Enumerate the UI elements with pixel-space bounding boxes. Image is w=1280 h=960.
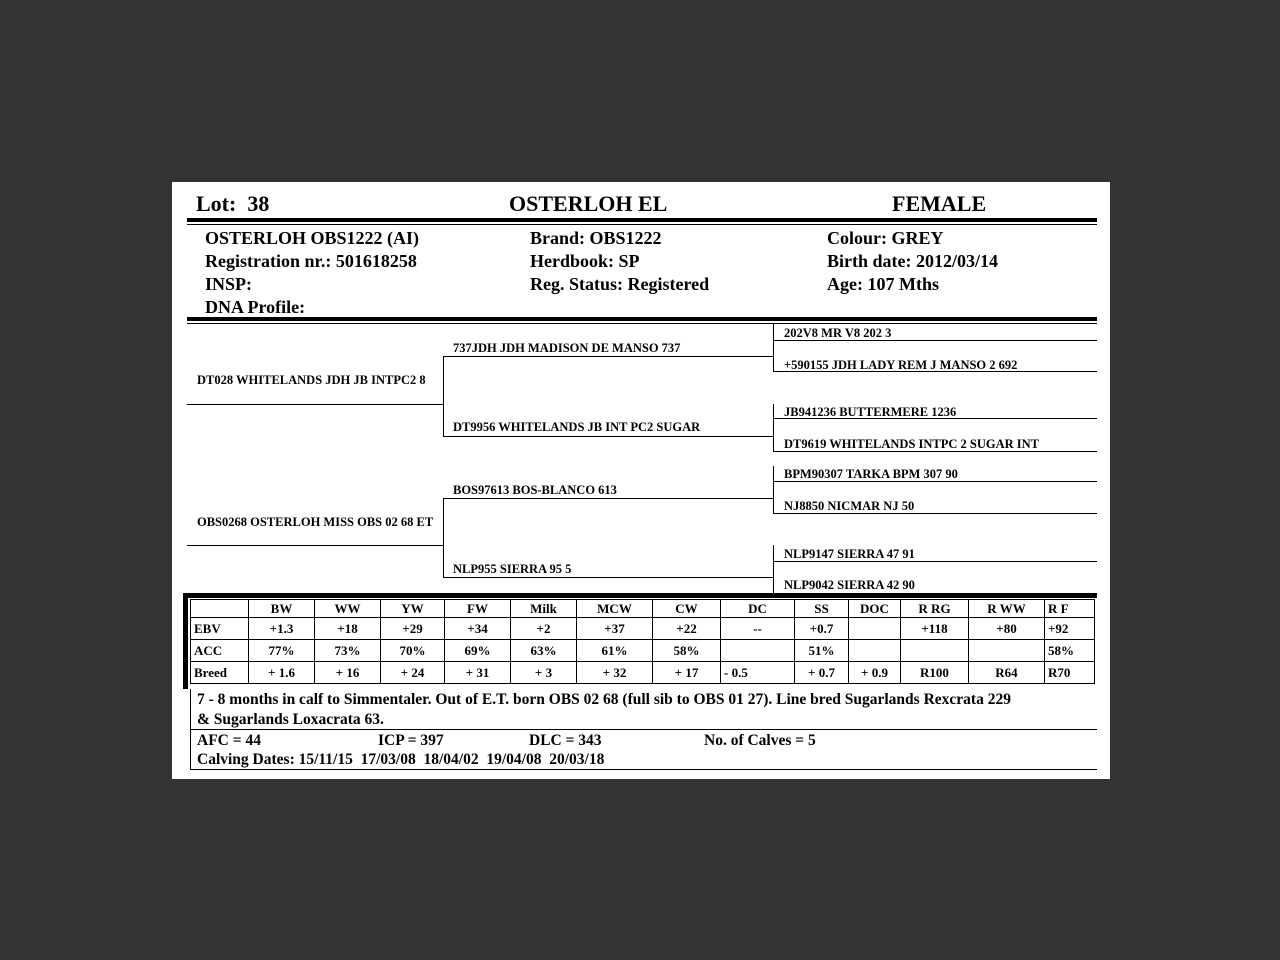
acc-cell: 73% — [315, 640, 381, 662]
sire-bracket — [443, 356, 444, 437]
ggp-line-7 — [773, 561, 1097, 562]
reg-status: Reg. Status: Registered — [530, 274, 710, 294]
acc-cell: 58% — [1045, 640, 1095, 662]
info-rule-thin — [187, 323, 1097, 324]
ebv-cell: +22 — [653, 618, 721, 640]
lot-card — [172, 182, 1110, 779]
ggp-bracket-4 — [773, 545, 774, 595]
ebv-header-cell: R WW — [969, 600, 1045, 618]
ebv-row — [191, 618, 1095, 640]
remarks-line-1: 7 - 8 months in calf to Simmentaler. Out of E.T. born OBS 02 68 (full sib to OBS 01 27). Line bred Sugarlands Rexcrata 229 — [197, 691, 1011, 708]
dam-sire-line — [443, 498, 773, 499]
ebv-header-row — [191, 600, 1095, 618]
ebv-header-cell: Milk — [511, 600, 577, 618]
pedigree-ggp-6: NJ8850 NICMAR NJ 50 — [784, 499, 915, 513]
ggp-line-1 — [773, 340, 1097, 341]
breed-cell: R70 — [1045, 662, 1095, 684]
animal-name: OSTERLOH EL — [509, 191, 668, 216]
animal-sex: FEMALE — [892, 191, 987, 216]
lot-label-text: Lot: — [196, 191, 237, 216]
breed-cell: + 3 — [511, 662, 577, 684]
breed-row-label: Breed — [191, 662, 249, 684]
ebv-header-cell: DC — [721, 600, 795, 618]
ebv-cell: +2 — [511, 618, 577, 640]
footer-box-bottom — [190, 769, 1097, 770]
registration-number: Registration nr.: 501618258 — [205, 251, 417, 271]
ebv-header-cell: R RG — [901, 600, 969, 618]
brand: Brand: OBS1222 — [530, 228, 662, 248]
dam-line — [187, 545, 443, 546]
ggp-bracket-3 — [773, 466, 774, 514]
info-left — [205, 227, 419, 319]
info-rule-thick — [187, 317, 1097, 321]
pedigree-ggp-1: 202V8 MR V8 202 3 — [784, 326, 892, 340]
acc-cell: 77% — [249, 640, 315, 662]
breed-cell: + 1.6 — [249, 662, 315, 684]
pedigree-sire-sire: 737JDH JDH MADISON DE MANSO 737 — [453, 341, 681, 355]
pedigree-ggp-5: BPM90307 TARKA BPM 307 90 — [784, 467, 958, 481]
ebv-cell — [849, 618, 901, 640]
lot-label — [196, 191, 269, 217]
dam-dam-line — [443, 577, 773, 578]
breed-cell: + 24 — [381, 662, 445, 684]
animal-id: OSTERLOH OBS1222 (AI) — [205, 228, 420, 248]
ggp-line-5 — [773, 481, 1097, 482]
acc-cell — [849, 640, 901, 662]
ebv-table — [190, 599, 1095, 684]
ebv-header-cell: SS — [795, 600, 849, 618]
acc-cell: 61% — [577, 640, 653, 662]
pedigree-ggp-2: +590155 JDH LADY REM J MANSO 2 692 — [784, 358, 1018, 372]
afc: AFC = 44 — [197, 732, 261, 749]
breed-row — [191, 662, 1095, 684]
ebv-cell: +92 — [1045, 618, 1095, 640]
pedigree-dam-dam: NLP955 SIERRA 95 5 — [453, 562, 572, 576]
ebv-header-cell — [191, 600, 249, 618]
ebv-cell: +29 — [381, 618, 445, 640]
calving-dates: Calving Dates: 15/11/15 17/03/08 18/04/02 19/04/08 20/03/18 — [197, 751, 605, 768]
colour: Colour: GREY — [827, 228, 944, 248]
acc-row-label: ACC — [191, 640, 249, 662]
acc-cell: 51% — [795, 640, 849, 662]
ebv-header-cell: BW — [249, 600, 315, 618]
breed-cell: R64 — [969, 662, 1045, 684]
ebv-header-cell: YW — [381, 600, 445, 618]
dna-profile-label: DNA Profile: — [205, 297, 306, 317]
ebv-cell: +1.3 — [249, 618, 315, 640]
acc-row — [191, 640, 1095, 662]
breed-cell: + 32 — [577, 662, 653, 684]
ebv-header-cell: DOC — [849, 600, 901, 618]
ebv-cell: +18 — [315, 618, 381, 640]
pedigree-ggp-7: NLP9147 SIERRA 47 91 — [784, 547, 915, 561]
sire-sire-line — [443, 356, 773, 357]
ebv-cell: -- — [721, 618, 795, 640]
acc-cell: 58% — [653, 640, 721, 662]
info-middle — [530, 227, 709, 296]
birth-date: Birth date: 2012/03/14 — [827, 251, 998, 271]
breed-cell: + 16 — [315, 662, 381, 684]
pedigree-sire-dam: DT9956 WHITELANDS JB INT PC2 SUGAR — [453, 420, 701, 434]
dam-bracket — [443, 498, 444, 578]
ggp-line-4 — [773, 451, 1097, 452]
breed-cell: + 0.9 — [849, 662, 901, 684]
sire-line — [187, 404, 443, 405]
breed-cell: - 0.5 — [721, 662, 795, 684]
breed-cell: + 17 — [653, 662, 721, 684]
dlc: DLC = 343 — [529, 732, 602, 749]
header-rule-thick — [187, 218, 1097, 222]
pedigree-ggp-3: JB941236 BUTTERMERE 1236 — [784, 405, 957, 419]
age: Age: 107 Mths — [827, 274, 939, 294]
acc-cell — [721, 640, 795, 662]
ebv-cell: +118 — [901, 618, 969, 640]
ebv-rule-top — [183, 593, 1097, 598]
ggp-bracket-2 — [773, 404, 774, 452]
breed-cell: + 31 — [445, 662, 511, 684]
ebv-header-cell: FW — [445, 600, 511, 618]
lot-number: 38 — [247, 191, 270, 216]
ggp-line-6 — [773, 513, 1097, 514]
ebv-header-cell: MCW — [577, 600, 653, 618]
ebv-cell: +34 — [445, 618, 511, 640]
pedigree-ggp-4: DT9619 WHITELANDS INTPC 2 SUGAR INT — [784, 437, 1040, 451]
ebv-row-label: EBV — [191, 618, 249, 640]
breed-cell: R100 — [901, 662, 969, 684]
remarks-line-2: & Sugarlands Loxacrata 63. — [197, 711, 384, 728]
ebv-header-cell: R F — [1045, 600, 1095, 618]
ebv-rule-left — [183, 593, 188, 689]
pedigree-dam: OBS0268 OSTERLOH MISS OBS 02 68 ET — [197, 515, 434, 529]
acc-cell — [969, 640, 1045, 662]
acc-cell — [901, 640, 969, 662]
ebv-cell: +37 — [577, 618, 653, 640]
ebv-cell: +80 — [969, 618, 1045, 640]
sire-dam-line — [443, 436, 773, 437]
acc-cell: 69% — [445, 640, 511, 662]
acc-cell: 70% — [381, 640, 445, 662]
ebv-header-cell: WW — [315, 600, 381, 618]
herdbook: Herdbook: SP — [530, 251, 640, 271]
insp-label: INSP: — [205, 274, 253, 294]
footer-divider — [190, 729, 1097, 730]
pedigree-ggp-8: NLP9042 SIERRA 42 90 — [784, 578, 915, 592]
acc-cell: 63% — [511, 640, 577, 662]
header-rule-thin — [187, 224, 1097, 225]
number-of-calves: No. of Calves = 5 — [704, 732, 816, 749]
pedigree-dam-sire: BOS97613 BOS-BLANCO 613 — [453, 483, 617, 497]
ebv-cell: +0.7 — [795, 618, 849, 640]
icp: ICP = 397 — [378, 732, 444, 749]
pedigree-sire: DT028 WHITELANDS JDH JB INTPC2 8 — [197, 373, 426, 387]
ebv-header-cell: CW — [653, 600, 721, 618]
ggp-bracket-1 — [773, 324, 774, 372]
info-right — [827, 227, 998, 296]
breed-cell: + 0.7 — [795, 662, 849, 684]
